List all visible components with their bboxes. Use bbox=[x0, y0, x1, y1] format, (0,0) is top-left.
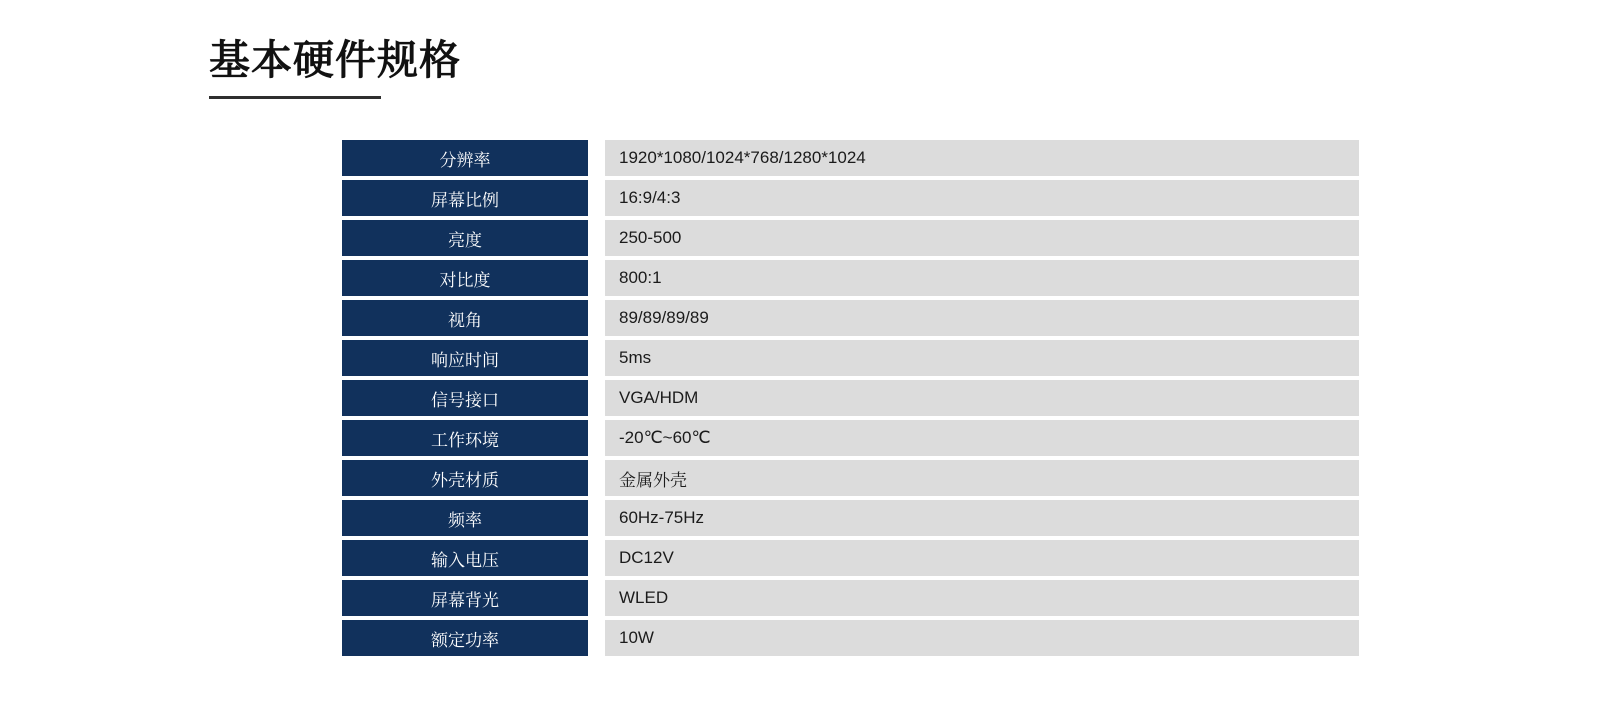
row-gap bbox=[588, 260, 605, 296]
spec-label: 信号接口 bbox=[342, 380, 588, 416]
table-row bbox=[342, 220, 1359, 256]
spec-label: 屏幕背光 bbox=[342, 580, 588, 616]
row-gap bbox=[588, 380, 605, 416]
spec-label: 工作环境 bbox=[342, 420, 588, 456]
title-block bbox=[209, 38, 461, 99]
spec-label: 对比度 bbox=[342, 260, 588, 296]
table-row bbox=[342, 500, 1359, 536]
spec-label: 屏幕比例 bbox=[342, 180, 588, 216]
table-row bbox=[342, 420, 1359, 456]
table-row bbox=[342, 180, 1359, 216]
spec-value: 10W bbox=[605, 620, 1359, 656]
table-row bbox=[342, 300, 1359, 336]
page-title: 基本硬件规格 bbox=[209, 37, 461, 83]
spec-value: 250-500 bbox=[605, 220, 1359, 256]
row-gap bbox=[588, 500, 605, 536]
table-row bbox=[342, 140, 1359, 176]
spec-value: VGA/HDM bbox=[605, 380, 1359, 416]
spec-value: 5ms bbox=[605, 340, 1359, 376]
row-gap bbox=[588, 620, 605, 656]
spec-label: 视角 bbox=[342, 300, 588, 336]
table-row bbox=[342, 580, 1359, 616]
spec-label: 额定功率 bbox=[342, 620, 588, 656]
row-gap bbox=[588, 140, 605, 176]
table-row bbox=[342, 340, 1359, 376]
table-row bbox=[342, 540, 1359, 576]
row-gap bbox=[588, 340, 605, 376]
spec-label: 输入电压 bbox=[342, 540, 588, 576]
spec-label: 频率 bbox=[342, 500, 588, 536]
row-gap bbox=[588, 580, 605, 616]
table-row bbox=[342, 620, 1359, 656]
spec-label: 外壳材质 bbox=[342, 460, 588, 496]
hardware-spec-table bbox=[342, 140, 1359, 660]
spec-value: WLED bbox=[605, 580, 1359, 616]
table-row bbox=[342, 460, 1359, 496]
table-row bbox=[342, 260, 1359, 296]
spec-label: 分辨率 bbox=[342, 140, 588, 176]
spec-label: 亮度 bbox=[342, 220, 588, 256]
row-gap bbox=[588, 540, 605, 576]
title-underline bbox=[209, 96, 381, 99]
spec-value: 金属外壳 bbox=[605, 460, 1359, 496]
spec-value: 800:1 bbox=[605, 260, 1359, 296]
row-gap bbox=[588, 180, 605, 216]
spec-label: 响应时间 bbox=[342, 340, 588, 376]
spec-value: 16:9/4:3 bbox=[605, 180, 1359, 216]
spec-value: -20℃~60℃ bbox=[605, 420, 1359, 456]
spec-value: 60Hz-75Hz bbox=[605, 500, 1359, 536]
spec-value: 1920*1080/1024*768/1280*1024 bbox=[605, 140, 1359, 176]
row-gap bbox=[588, 420, 605, 456]
row-gap bbox=[588, 460, 605, 496]
spec-value: DC12V bbox=[605, 540, 1359, 576]
table-row bbox=[342, 380, 1359, 416]
row-gap bbox=[588, 220, 605, 256]
row-gap bbox=[588, 300, 605, 336]
spec-value: 89/89/89/89 bbox=[605, 300, 1359, 336]
